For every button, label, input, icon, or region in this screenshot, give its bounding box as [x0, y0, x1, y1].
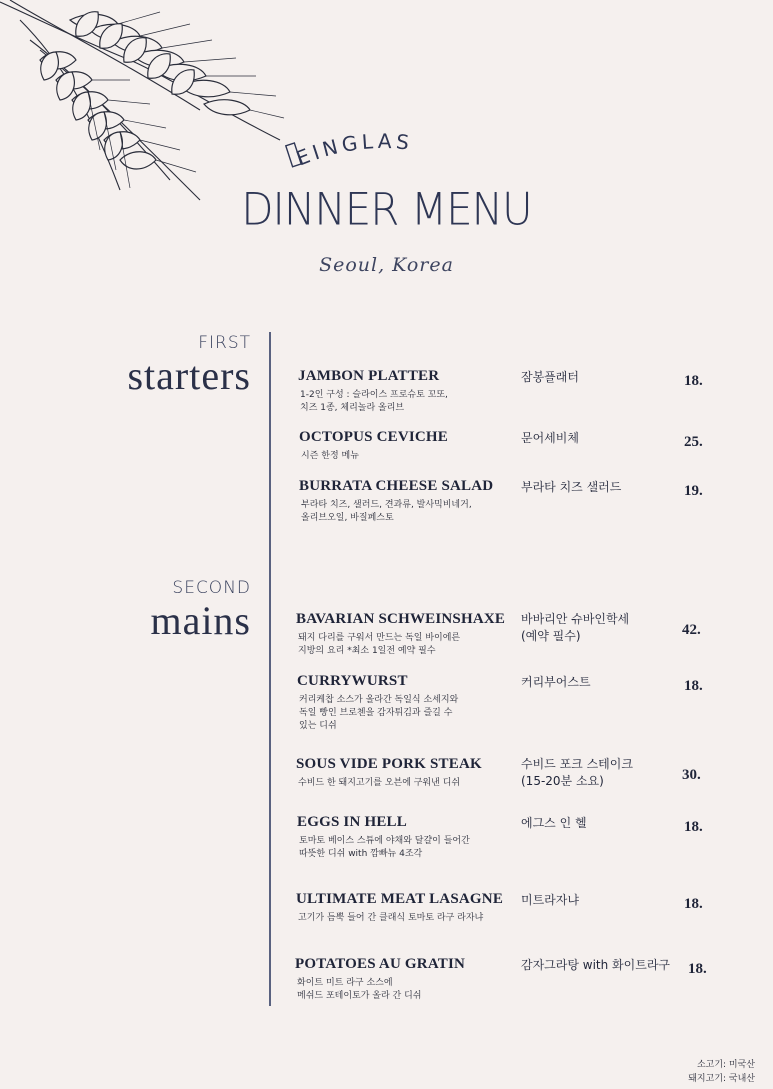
- item-price: 19.: [684, 483, 703, 499]
- origin-line: 소고기: 미국산: [696, 1060, 755, 1070]
- item-description-line: 올리브오일, 바질페스토: [301, 513, 394, 523]
- item-description: [299, 835, 509, 861]
- brand-text: EINGLAS: [292, 128, 415, 171]
- section-title-mains: mains: [150, 598, 251, 643]
- item-price: 18.: [688, 961, 707, 977]
- item-description: [300, 389, 510, 415]
- page-title: DINNER MENU: [241, 183, 532, 236]
- section-kicker-second: SECOND: [172, 578, 251, 598]
- brand-logo: [283, 128, 483, 178]
- item-price: 42.: [682, 622, 701, 638]
- item-description-line: 1-2인 구성 : 슬라이스 프로슈토 꼬또,: [300, 390, 448, 400]
- meat-origin-note: [688, 1058, 755, 1086]
- item-name: BURRATA CHEESE SALAD: [299, 478, 494, 494]
- origin-line: 돼지고기: 국내산: [688, 1074, 755, 1084]
- item-description: [298, 632, 508, 658]
- item-korean-name: [521, 957, 670, 974]
- item-description-line: 치즈 1종, 체리놀라 올리브: [300, 403, 405, 413]
- item-description-line: 커리케찹 소스가 올라간 독일식 소세지와: [299, 695, 459, 705]
- section-title-starters: starters: [127, 353, 251, 398]
- item-description: [298, 912, 508, 925]
- item-korean-name: [521, 815, 587, 832]
- item-korean-line: 바바리안 슈바인학세: [521, 612, 630, 626]
- svg-text:EINGLAS: [293, 129, 414, 171]
- item-korean-line: 잠봉플래터: [521, 370, 579, 384]
- item-korean-line: 미트라자냐: [521, 893, 579, 907]
- item-name: BAVARIAN SCHWEINSHAXE: [296, 611, 506, 627]
- item-description-line: 메쉬드 포테이토가 올라 간 디쉬: [297, 991, 422, 1001]
- item-korean-line: 에그스 인 헬: [521, 816, 587, 830]
- item-name: POTATOES AU GRATIN: [295, 956, 466, 972]
- item-price: 30.: [682, 767, 701, 783]
- item-korean-line: (15-20분 소요): [521, 774, 604, 788]
- item-description-line: 돼지 다리를 구워서 만드는 독일 바이에른: [298, 633, 461, 643]
- item-name: SOUS VIDE PORK STEAK: [296, 756, 482, 772]
- item-korean-name: [521, 369, 579, 386]
- divider-line: [269, 332, 271, 1006]
- item-name: CURRYWURST: [297, 673, 408, 689]
- item-price: 18.: [684, 373, 703, 389]
- item-name: EGGS IN HELL: [297, 814, 407, 830]
- item-price: 18.: [684, 678, 703, 694]
- item-price: 18.: [684, 896, 703, 912]
- item-description-line: 토마토 베이스 스튜에 야채와 달걀이 들어간: [299, 836, 470, 846]
- item-korean-line: 문어세비체: [521, 431, 579, 445]
- item-korean-line: 감자그라탕 with 화이트라구: [521, 958, 671, 972]
- item-description-line: 있는 디쉬: [299, 721, 337, 731]
- item-description-line: 시즌 한정 메뉴: [301, 451, 359, 461]
- item-name: ULTIMATE MEAT LASAGNE: [296, 891, 504, 907]
- item-description-line: 고기가 듬뿍 들어 간 클래식 토마토 라구 라자냐: [298, 913, 484, 923]
- item-korean-line: 수비드 포크 스테이크: [521, 757, 633, 771]
- item-description-line: 화이트 미트 라구 소스에: [297, 978, 393, 988]
- item-name: JAMBON PLATTER: [298, 368, 440, 384]
- item-description-line: 지방의 요리 *최소 1일전 예약 필수: [298, 646, 436, 656]
- item-korean-line: 부라타 치즈 샐러드: [521, 480, 622, 494]
- item-korean-name: [521, 756, 633, 790]
- item-description-line: 부라타 치즈, 샐러드, 견과류, 발사믹비네거,: [301, 500, 472, 510]
- item-description-line: 따뜻한 디쉬 with 깜빠뉴 4조각: [299, 849, 423, 859]
- item-name: OCTOPUS CEVICHE: [299, 429, 449, 445]
- item-description-line: 독일 빵인 브로첸을 감자튀김과 즐길 수: [299, 708, 453, 718]
- item-description: [297, 977, 507, 1003]
- item-description: [299, 694, 509, 733]
- item-price: 18.: [684, 819, 703, 835]
- wheat-illustration-icon: [0, 0, 290, 210]
- item-korean-line: (예약 필수): [521, 629, 581, 643]
- item-korean-name: [521, 674, 591, 691]
- section-kicker-first: FIRST: [198, 333, 251, 353]
- item-description: [298, 777, 508, 790]
- item-korean-name: [521, 611, 629, 645]
- item-description-line: 수비드 한 돼지고기를 오븐에 구워낸 디쉬: [298, 778, 461, 788]
- item-description: [301, 450, 511, 463]
- location-subtitle: Seoul, Korea: [319, 254, 454, 276]
- item-korean-line: 커리부어스트: [521, 675, 591, 689]
- item-description: [301, 499, 511, 525]
- item-price: 25.: [684, 434, 703, 450]
- item-korean-name: [521, 892, 579, 909]
- item-korean-name: [521, 430, 579, 447]
- item-korean-name: [521, 479, 621, 496]
